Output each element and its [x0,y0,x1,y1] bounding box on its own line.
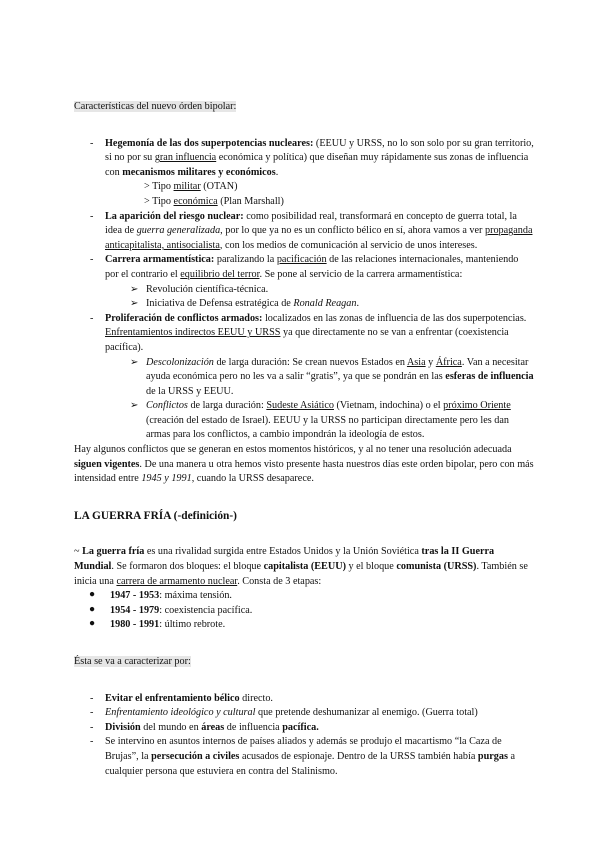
list-item-riesgo-nuclear: - La aparición del riesgo nuclear: como posibilidad real, transformará en concepto de guerra total, la idea de guerra generalizada, por lo que ya no es un conflicto bélico en sí, ahora vamos a ver propaganda anticapitalista, antisocialista, con los medios de comunicación al servicio de unos intereses. [74,210,534,254]
bullet-dot-icon: ● [89,618,96,630]
stage-item: ● 1954 - 1979: coexistencia pacífica. [89,603,253,616]
document-page [74,100,534,779]
sub-item-descolonizacion: ➢ Descolonización de larga duración: Se crean nuevos Estados en Asia y África. Van a necesitar ayuda económica pero no les va a salir “gratis”, ya que se pondrán en las esferas de influencia de la URSS y EEUU. [130,356,534,397]
trait-item: - Evitar el enfrentamiento bélico directo. [74,692,534,707]
intro-heading: Características del nuevo órden bipolar: [74,101,237,112]
list-item-proliferacion: - Proliferación de conflictos armados: localizados en las zonas de influencia de las dos superpotencias. Enfrentamientos indirectos EEUU y URSS ya que directamente no se van a enfrentar (coexistencia pacífica). ➢ Descolonización de larga duración: Se crean nuevos Estados en Asia y África. Van a necesitar ayuda económica pero no les va a salir “gratis”, ya que se pondrán en las esferas de influencia de la URSS y EEUU. ➢ Conflictos de larga duración: Sudeste Asiático (Vietnam, indochina) o el próximo Oriente (creación del estado de Israel). EEUU y la URSS no participan directamente pero les dan armas para los conflictos, a cambio impondrán la ideología de estos. [74,312,534,443]
trait-item: - Enfrentamiento ideológico y cultural que pretende deshumanizar al enemigo. (Guerra total) [74,706,534,721]
arrow-bullet-icon: ➢ [130,356,139,368]
arrow-bullet-icon: ➢ [130,400,139,412]
bullet-dot-icon: ● [89,603,96,615]
sub-item-economica: > Tipo económica (Plan Marshall) [144,195,284,207]
sub-item-defensa: ➢ Iniciativa de Defensa estratégica de Ronald Reagan. [74,297,534,312]
list-item-hegemonia: - Hegemonía de las dos superpotencias nucleares: (EEUU y URSS, no lo son solo por su gran territorio, si no por su gran influencia económica y política) que diseñan muy rápidamente sus zonas de influencia con mecanismos militares y económicos. > Tipo militar (OTAN) > Tipo económica (Plan Marshall) [74,137,534,210]
sub-item-conflictos: ➢ Conflictos de larga duración: Sudeste Asiático (Vietnam, indochina) o el próximo Oriente (creación del estado de Israel). EEUU y la URSS no participan directamente pero les dan armas para los conflictos, a cambio impondrán la ideología de estos. [130,400,511,441]
trait-item: - Se intervino en asuntos internos de países aliados y además se produjo el macartismo “la Caza de Brujas”, la persecución a civiles acusados de espionaje. Dentro de la URSS también había purgas a cualquier persona que estuviera en contra del Stalinismo. [74,735,534,779]
trait-item: - División del mundo en áreas de influencia pacífica. [74,721,534,736]
sub-item-militar: > Tipo militar (OTAN) [144,181,238,193]
stages-list [74,589,534,633]
traits-list [74,692,534,780]
characterize-heading: Ésta se va a caracterizar por: [74,656,191,667]
characteristics-list [74,137,534,443]
list-item-carrera-armamentistica: - Carrera armamentística: paralizando la pacificación de las relaciones internacionales, manteniendo por el contrario el equilibrio del terror. Se pone al servicio de la carrera armamentística: ➢ Revolución científica-técnica. ➢ Iniciativa de Defensa estratégica de Ronald Reagan. [74,253,534,311]
stage-item: ● 1980 - 1991: último rebrote. [89,618,226,631]
section-title: LA GUERRA FRÍA (-definición-) [74,509,237,522]
stage-item: ● 1947 - 1953: máxima tensión. [89,589,232,602]
arrow-bullet-icon: ➢ [130,298,139,310]
closing-paragraph: Hay algunos conflictos que se generan en estos momentos históricos, y al no tener una resolución adecuada siguen vigentes. De una manera u otra hemos visto presente hasta nuestros días este orden bipolar, pero con más intensidad entre 1945 y 1991, cuando la URSS desaparece. [74,444,534,485]
arrow-bullet-icon: ➢ [130,283,139,295]
sub-item-revolucion: ➢ Revolución científica-técnica. [74,283,534,298]
definition-paragraph: ~ La guerra fría es una rivalidad surgida entre Estados Unidos y la Unión Soviética tras la II Guerra Mundial. Se formaron dos bloques: el bloque capitalista (EEUU) y el bloque comunista (URSS). También se inicia una carrera de armamento nuclear. Consta de 3 etapas: [74,546,528,587]
bullet-dot-icon: ● [89,589,96,601]
